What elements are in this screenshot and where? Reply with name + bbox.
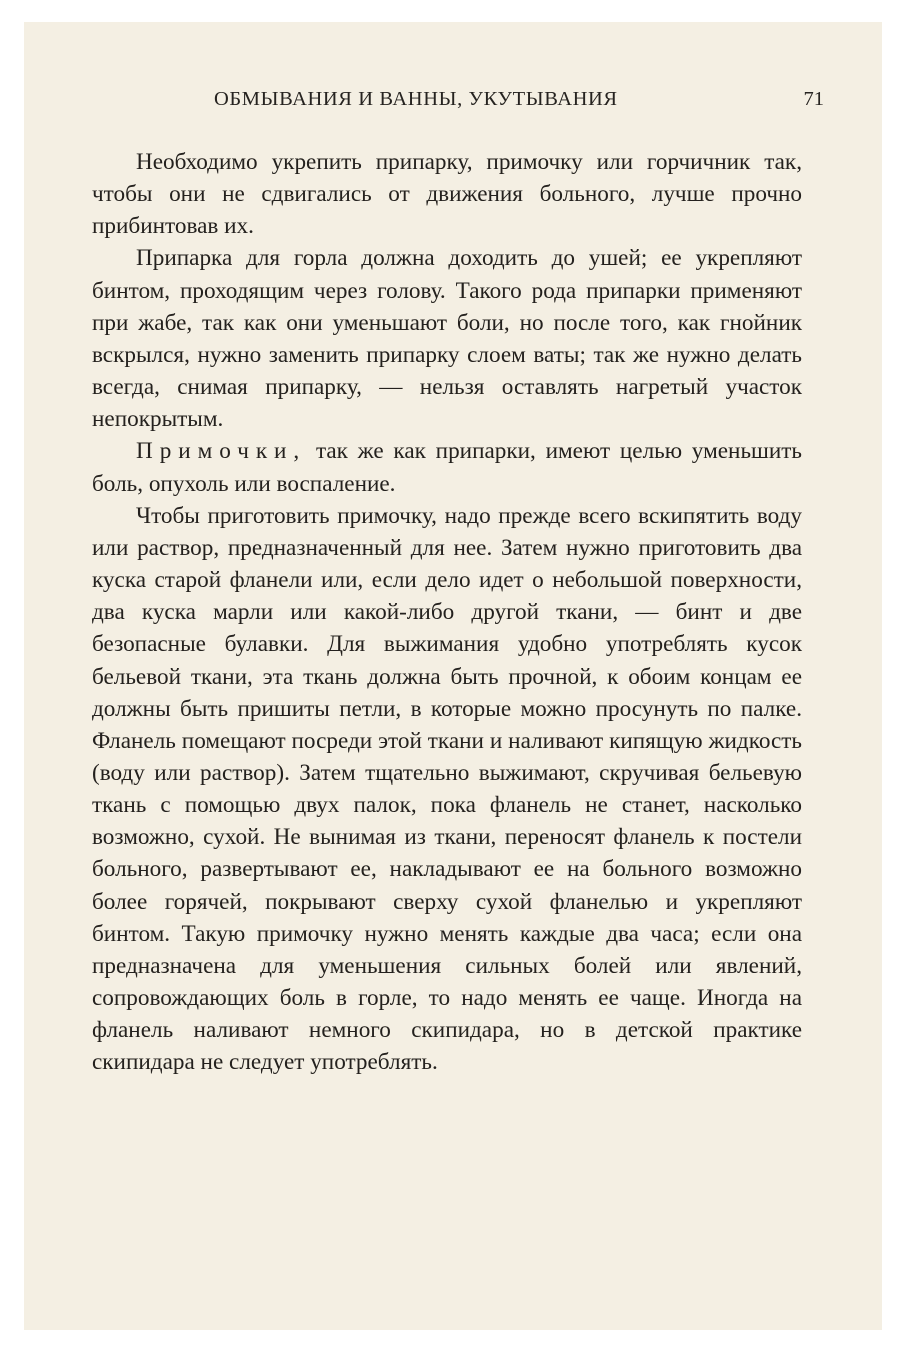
spaced-term: Примочки, bbox=[136, 438, 307, 465]
paragraph-text: Чтобы приготовить примочку, надо прежде всего вскипятить воду или раствор, предназначенный для нее. Затем нужно приготовить два куска старой фланели или, если дело идет о небольшой поверхности, два куска марли или какой-либо другой ткани, — бинт и две безопасные булавки. Для выжимания удобно употреблять кусок бельевой ткани, эта ткань должна быть прочной, к обоим концам ее должны быть пришиты петли, в которые можно просунуть по палке. Фланель помещают посреди этой ткани и наливают кипящую жидкость (воду или раствор). Затем тщательно выжимают, скручивая бельевую ткань с помощью двух палок, пока фланель не станет, насколько возможно, сухой. Не вынимая из ткани, переносят фланель к постели больного, развертывают ее, накладывают ее на больного возможно более горячей, покрывают сверху сухой фланелью и укрепляют бинтом. Такую примочку нужно менять каждые два часа; если она предназначена для уменьшения сильных болей или явлений, сопровождающих боль в горле, то надо менять ее чаще. Иногда на фланель наливают немного скипидара, но в детской практике скипидара не следует употреблять. bbox=[92, 502, 802, 1076]
page-header bbox=[94, 88, 824, 118]
paragraph bbox=[92, 435, 802, 499]
paragraph bbox=[92, 500, 802, 1079]
paragraph bbox=[92, 242, 802, 435]
paragraph-text: Припарка для горла должна доходить до ушей; ее укрепляют бинтом, проходящим через голову. Такого рода припарки применяют при жабе, так как они уменьшают боли, но после того, как гнойник вскрылся, нужно заменить припарку слоем ваты; так же нужно делать всегда, снимая припарку, — нельзя оставлять нагретый участок непокрытым. bbox=[92, 245, 802, 433]
book-page bbox=[24, 22, 882, 1330]
paragraph-text: так же как припарки, имеют целью уменьшить боль, опухоль или воспаление. bbox=[92, 438, 802, 497]
paragraph-text: Необходимо укрепить припарку, примочку или горчичник так, чтобы они не сдвигались от движения больного, лучше прочно прибинтовав их. bbox=[92, 149, 802, 240]
page-number: 71 bbox=[803, 88, 824, 110]
body-text bbox=[92, 146, 802, 1079]
paragraph bbox=[92, 146, 802, 242]
running-head: ОБМЫВАНИЯ И ВАННЫ, УКУТЫВАНИЯ bbox=[214, 88, 618, 110]
